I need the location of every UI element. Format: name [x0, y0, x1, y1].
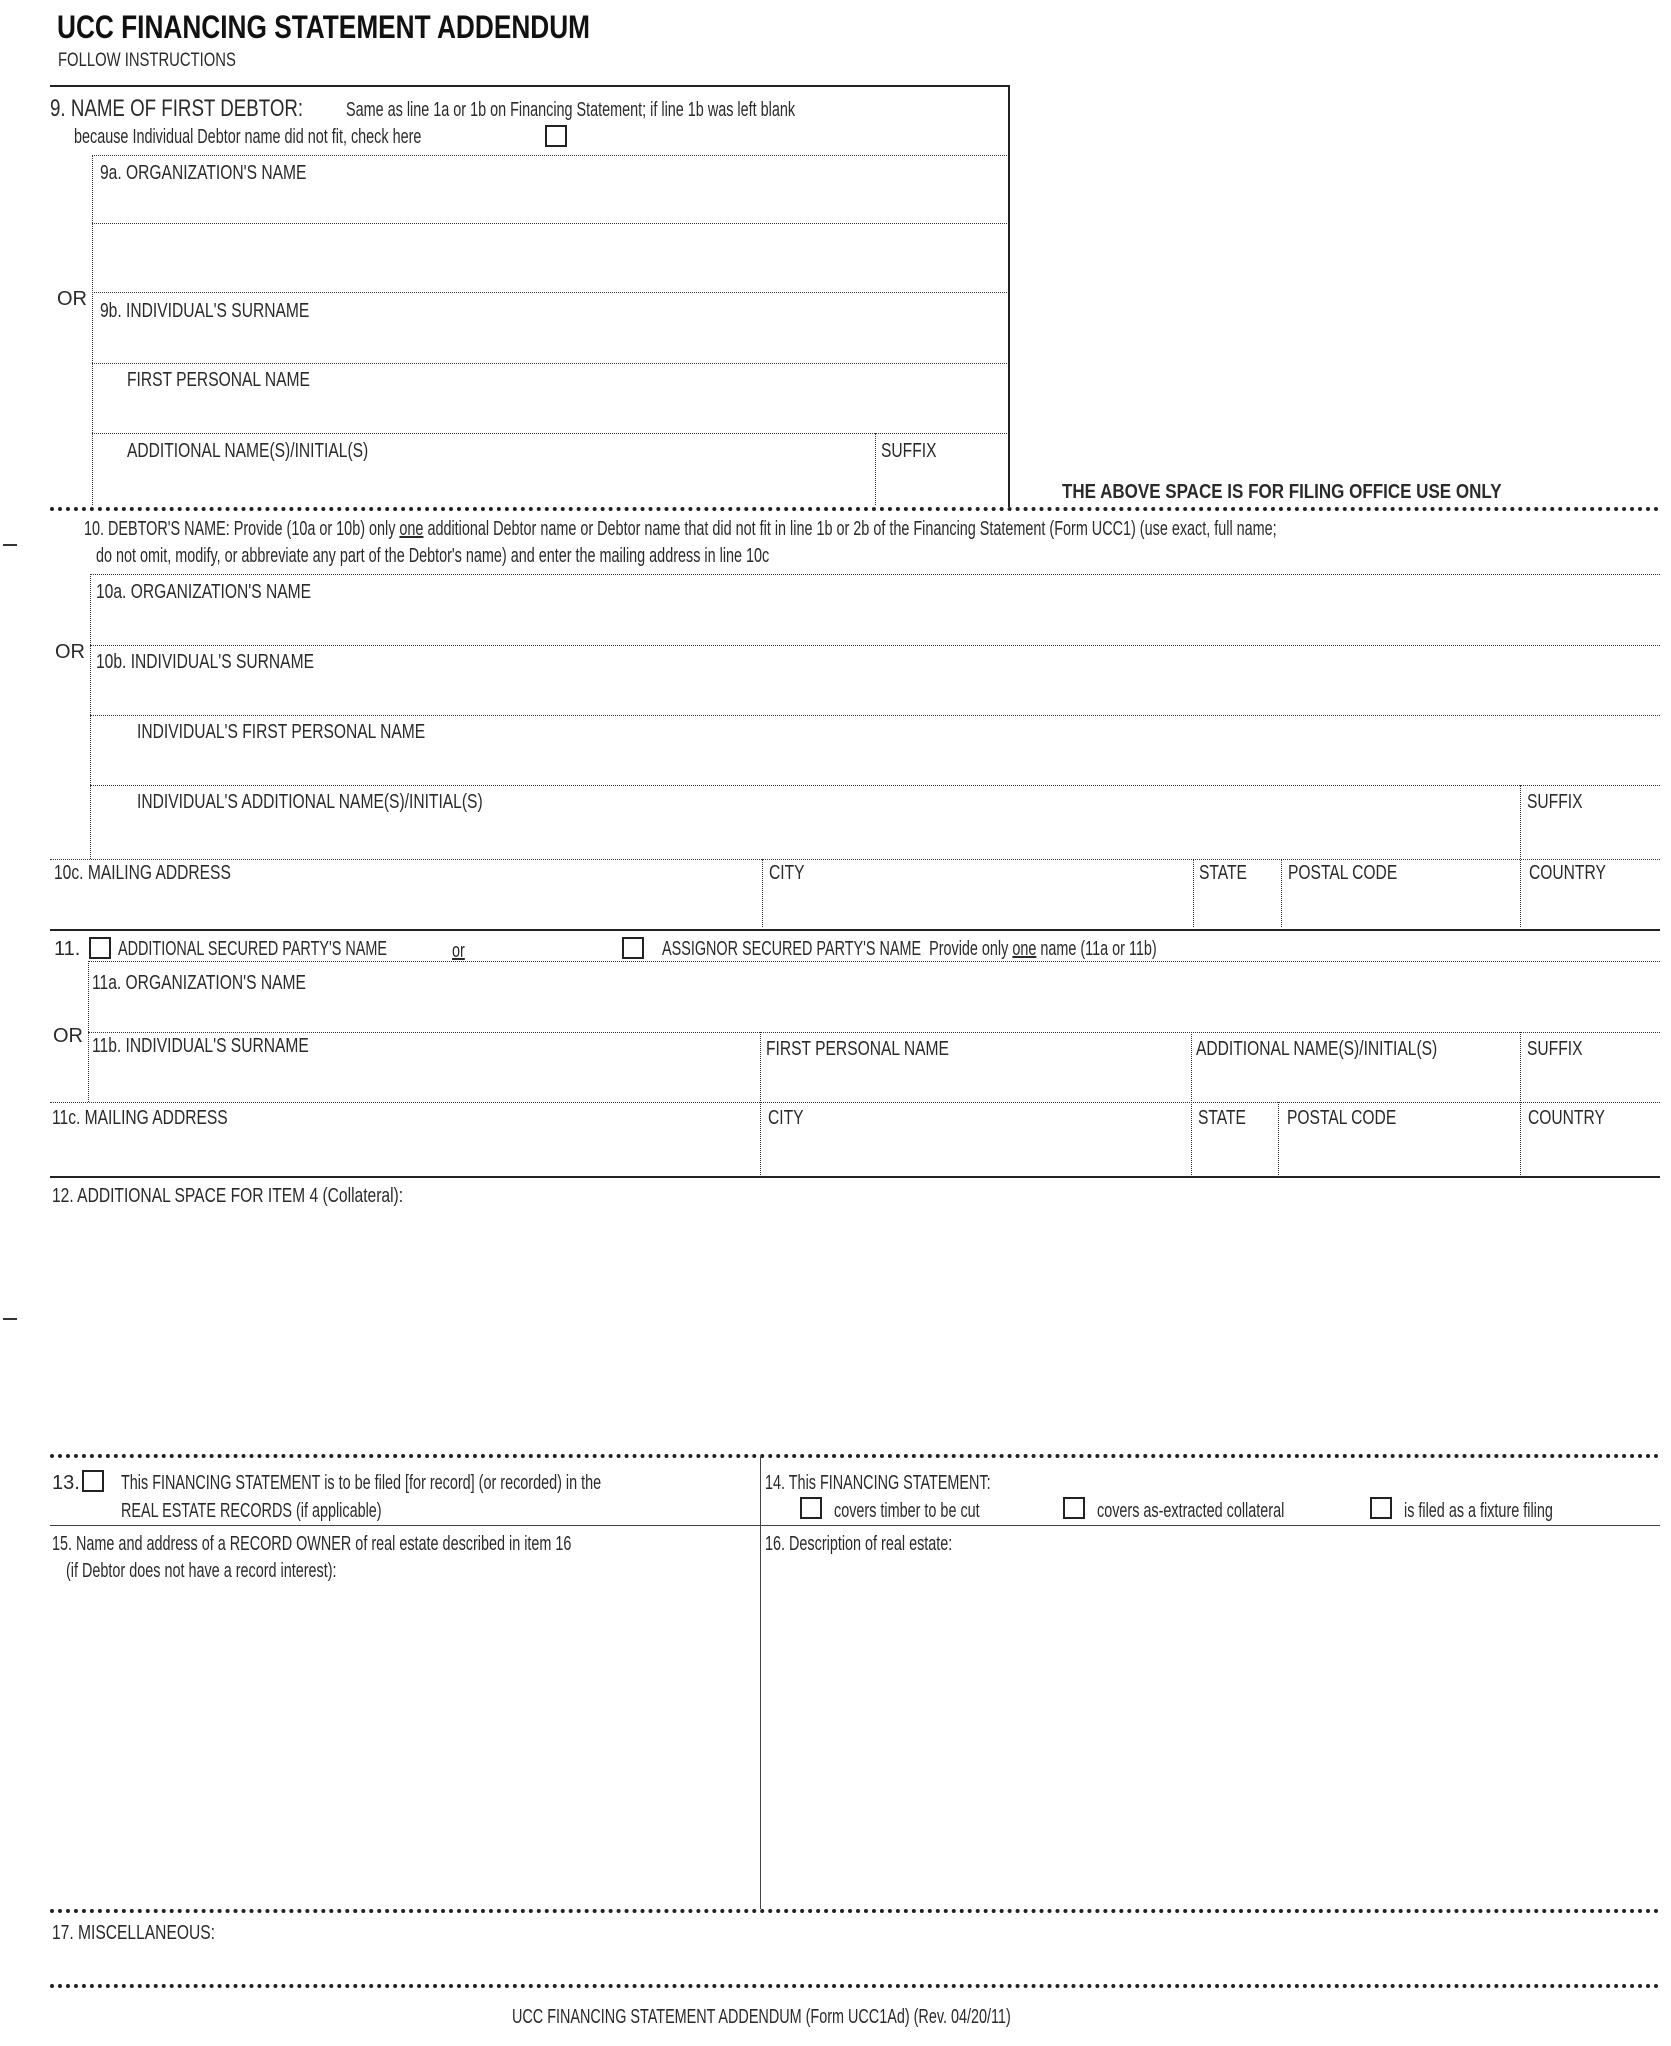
- s10-postal-label: POSTAL CODE: [1288, 862, 1398, 884]
- margin-mark-1: [3, 544, 17, 546]
- s14-as-extracted-label: covers as-extracted collateral: [1097, 1500, 1285, 1522]
- s11-additional-name-field[interactable]: [1194, 1059, 1519, 1099]
- s10b-surname-field[interactable]: [92, 675, 1658, 713]
- s9a-organization-name-field[interactable]: [94, 186, 1006, 286]
- s9-right-border: [1008, 85, 1010, 507]
- s10-city-divider: [762, 859, 763, 927]
- s11a-label: 11a. ORGANIZATION'S NAME: [92, 972, 306, 994]
- s11-city-label: CITY: [768, 1107, 804, 1129]
- s11-postal-field[interactable]: [1281, 1131, 1518, 1171]
- s9-additional-label: ADDITIONAL NAME(S)/INITIAL(S): [127, 440, 369, 462]
- s9-name-did-not-fit-checkbox[interactable]: [545, 125, 567, 147]
- follow-instructions: FOLLOW INSTRUCTIONS: [58, 50, 236, 71]
- s17-bottom-border: [50, 1984, 1660, 1988]
- s10-instructions-2: do not omit, modify, or abbreviate any part of the Debtor's name) and enter the mailing address in line 10c: [96, 545, 770, 567]
- s17-top-border: [50, 1909, 1660, 1913]
- s13-number: 13.: [52, 1472, 80, 1494]
- s14-timber-label: covers timber to be cut: [834, 1500, 980, 1522]
- s17-label: 17. MISCELLANEOUS:: [52, 1922, 215, 1944]
- s9-suffix-label: SUFFIX: [881, 440, 937, 462]
- s10-state-label: STATE: [1199, 862, 1247, 884]
- s10-state-field[interactable]: [1196, 886, 1278, 924]
- s10-state-divider: [1193, 859, 1194, 927]
- s14-timber-checkbox[interactable]: [800, 1497, 822, 1519]
- s9-left-guide: [92, 155, 93, 505]
- s11-country-field[interactable]: [1523, 1131, 1658, 1171]
- s12-collateral-field[interactable]: [52, 1212, 1658, 1452]
- s10c-label: 10c. MAILING ADDRESS: [54, 862, 231, 884]
- s10-instr-emphasis: one: [399, 518, 424, 540]
- s11c-label: 11c. MAILING ADDRESS: [52, 1107, 228, 1129]
- s11-state-field[interactable]: [1194, 1131, 1276, 1171]
- s10-country-field[interactable]: [1523, 886, 1658, 924]
- s11-top-border: [50, 929, 1660, 931]
- s11-assignor-text: ASSIGNOR SECURED PARTY'S NAME: [662, 938, 922, 960]
- s9-divider-a: [92, 155, 1007, 156]
- margin-mark-2: [3, 1318, 17, 1320]
- s11-additional-party-label: ADDITIONAL SECURED PARTY'S NAME: [118, 938, 387, 960]
- s11-first-name-field[interactable]: [763, 1059, 1188, 1099]
- s15-line-2: (if Debtor does not have a record interest):: [66, 1560, 337, 1582]
- s11-assignor-checkbox[interactable]: [622, 937, 644, 959]
- form-footer: UCC FINANCING STATEMENT ADDENDUM (Form UCC1Ad) (Rev. 04/20/11): [512, 2006, 1011, 2028]
- s11-provide-emphasis: one: [1012, 938, 1037, 960]
- s11-suffix-label: SUFFIX: [1527, 1038, 1583, 1060]
- s11-divider-b: [88, 1032, 1660, 1033]
- s9-or-label: OR: [57, 288, 87, 310]
- s9-desc-1: Same as line 1a or 1b on Financing Statement; if line 1b was left blank: [346, 99, 796, 121]
- s14-fixture-filing-checkbox[interactable]: [1370, 1497, 1392, 1519]
- s11-divider-c: [50, 1102, 1660, 1103]
- s11-postal-divider: [1278, 1102, 1279, 1175]
- s10a-organization-name-field[interactable]: [92, 605, 1658, 643]
- s11-first-divider: [760, 1032, 761, 1175]
- filing-office-note: THE ABOVE SPACE IS FOR FILING OFFICE USE ONLY: [1062, 481, 1502, 503]
- s14-fixture-filing-label: is filed as a fixture filing: [1404, 1500, 1553, 1522]
- s10-country-label: COUNTRY: [1529, 862, 1606, 884]
- s10-postal-divider: [1281, 859, 1282, 927]
- s11-or-small: or: [452, 940, 465, 962]
- s11c-mailing-address-field[interactable]: [52, 1131, 758, 1171]
- s13-line-1: This FINANCING STATEMENT is to be filed [for record] (or recorded) in the: [121, 1472, 602, 1494]
- s9-first-name-label: FIRST PERSONAL NAME: [127, 369, 310, 391]
- s11b-surname-field[interactable]: [90, 1059, 758, 1099]
- s10-suffix-label: SUFFIX: [1527, 791, 1583, 813]
- s10-city-label: CITY: [769, 862, 805, 884]
- s10-instr-part-a: 10. DEBTOR'S NAME: Provide (10a or 10b) only: [84, 518, 400, 540]
- form-title: UCC FINANCING STATEMENT ADDENDUM: [57, 9, 591, 45]
- s10-additional-label: INDIVIDUAL'S ADDITIONAL NAME(S)/INITIAL(S): [137, 791, 483, 813]
- s15-top-border: [50, 1525, 1660, 1526]
- s10-city-field[interactable]: [765, 886, 1190, 924]
- s9b-label: 9b. INDIVIDUAL'S SURNAME: [100, 300, 310, 322]
- s11-additional-divider: [1191, 1032, 1192, 1175]
- s12-label: 12. ADDITIONAL SPACE FOR ITEM 4 (Collateral):: [52, 1185, 404, 1207]
- s11-provide-a: Provide only: [929, 938, 1013, 960]
- s10-suffix-field[interactable]: [1523, 815, 1658, 855]
- s11-suffix-divider: [1520, 1032, 1521, 1175]
- s11-divider-a: [88, 961, 1660, 962]
- s10-additional-name-field[interactable]: [92, 815, 1518, 855]
- s15-record-owner-field[interactable]: [52, 1588, 758, 1906]
- s10-suffix-divider: [1520, 785, 1521, 927]
- s11-first-name-label: FIRST PERSONAL NAME: [766, 1038, 949, 1060]
- s9-divider-b: [92, 223, 1007, 224]
- s11-state-label: STATE: [1198, 1107, 1246, 1129]
- s15-line-1: 15. Name and address of a RECORD OWNER of real estate described in item 16: [52, 1533, 572, 1555]
- s17-miscellaneous-field[interactable]: [52, 1948, 1658, 1980]
- s10-or-label: OR: [55, 641, 85, 663]
- s11-number: 11.: [54, 938, 81, 960]
- s10-divider-b: [90, 645, 1660, 646]
- s10-divider-c: [90, 715, 1660, 716]
- s14-label: 14. This FINANCING STATEMENT:: [765, 1472, 991, 1494]
- s9-additional-name-field[interactable]: [94, 464, 874, 504]
- s10-divider-d: [90, 785, 1660, 786]
- s10-postal-field[interactable]: [1284, 886, 1518, 924]
- s11-assignor-label: [662, 938, 1157, 960]
- s11b-label: 11b. INDIVIDUAL'S SURNAME: [92, 1035, 309, 1057]
- s16-label: 16. Description of real estate:: [765, 1533, 953, 1555]
- s10-first-name-field[interactable]: [92, 745, 1658, 783]
- s9-divider-c: [92, 292, 1007, 293]
- s14-as-extracted-checkbox[interactable]: [1063, 1497, 1085, 1519]
- s11-provide-b: name (11a or 11b): [1036, 938, 1157, 960]
- s10-top-border: [50, 507, 1660, 511]
- s10-first-name-label: INDIVIDUAL'S FIRST PERSONAL NAME: [137, 721, 426, 743]
- s16-real-estate-description-field[interactable]: [763, 1560, 1658, 1906]
- s13-top-border: [50, 1454, 1660, 1458]
- s11-suffix-field[interactable]: [1523, 1059, 1658, 1099]
- s10a-label: 10a. ORGANIZATION'S NAME: [96, 581, 312, 603]
- s9-title: 9. NAME OF FIRST DEBTOR:: [50, 95, 304, 122]
- s10-divider-a: [90, 574, 1660, 575]
- s10-divider-e: [50, 859, 1660, 860]
- s10-left-guide: [90, 574, 91, 859]
- s9-desc-2: because Individual Debtor name did not fit, check here: [74, 126, 422, 148]
- s10c-mailing-address-field[interactable]: [52, 886, 760, 924]
- s10b-label: 10b. INDIVIDUAL'S SURNAME: [96, 651, 314, 673]
- s11-additional-party-checkbox[interactable]: [89, 937, 111, 959]
- s9b-surname-field[interactable]: [94, 322, 1006, 362]
- s10-instr-part-b: additional Debtor name or Debtor name that did not fit in line 1b or 2b of the Financing Statement (Form UCC1) (use exact, full name;: [423, 518, 1277, 540]
- s9-first-name-field[interactable]: [94, 392, 1006, 432]
- s9-divider-e: [92, 433, 1007, 434]
- s10-instructions-1: [84, 518, 1277, 540]
- s9-top-border: [50, 85, 1010, 87]
- s9-divider-d: [92, 363, 1007, 364]
- s11-postal-label: POSTAL CODE: [1287, 1107, 1397, 1129]
- s9-suffix-divider: [875, 433, 876, 505]
- s9-suffix-field[interactable]: [878, 464, 1006, 504]
- s11-city-field[interactable]: [763, 1131, 1188, 1171]
- s11-country-label: COUNTRY: [1528, 1107, 1605, 1129]
- s13-real-estate-records-checkbox[interactable]: [82, 1470, 104, 1492]
- s9a-label: 9a. ORGANIZATION'S NAME: [100, 162, 307, 184]
- s12-top-border: [50, 1176, 1660, 1178]
- s11-additional-label: ADDITIONAL NAME(S)/INITIAL(S): [1196, 1038, 1438, 1060]
- s11-or-label: OR: [53, 1025, 83, 1047]
- s13-line-2: REAL ESTATE RECORDS (if applicable): [121, 1500, 382, 1522]
- s11a-organization-name-field[interactable]: [90, 996, 1658, 1030]
